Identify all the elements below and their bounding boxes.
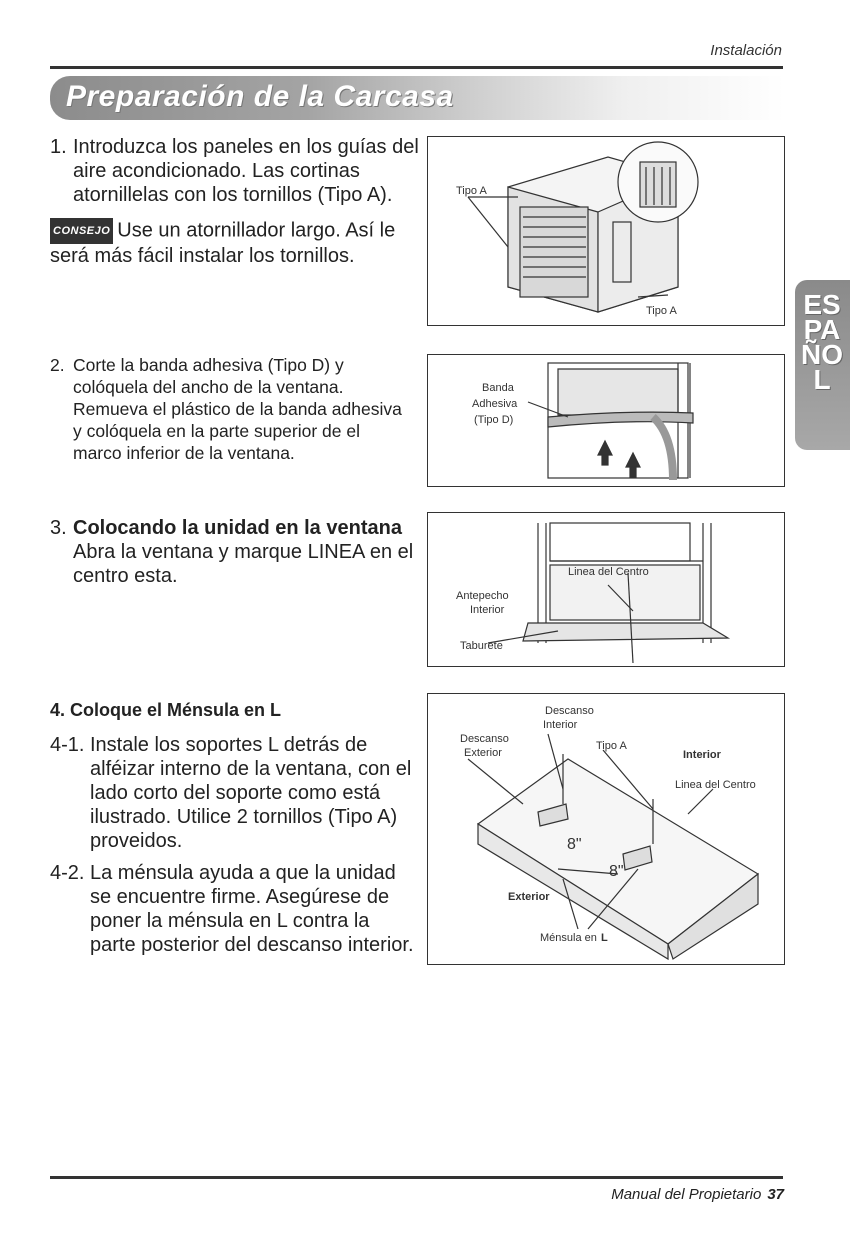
label-descanso-int-2: Interior: [543, 719, 578, 731]
label-descanso-ext-2: Exterior: [464, 747, 502, 759]
step-4-1-line: lado corto del soporte como está: [90, 782, 381, 804]
step-4-2-line: La ménsula ayuda a que la unidad: [90, 862, 396, 884]
label-tipo-a-bottom: Tipo A: [646, 305, 677, 317]
label-interior: Interior: [683, 749, 721, 761]
step-2-line: y colóquela en la parte superior de el: [73, 421, 360, 441]
step-2-line: Corte la banda adhesiva (Tipo D) y: [73, 355, 344, 375]
label-interior: Interior: [470, 604, 505, 616]
label-antepecho: Antepecho: [456, 590, 509, 602]
step-4-1-line: Instale los soportes L detrás de: [90, 734, 368, 756]
tip-badge: CONSEJO: [50, 218, 113, 244]
label-descanso-int-1: Descanso: [545, 705, 594, 717]
page-number: 37: [767, 1186, 784, 1203]
step-1-text: [73, 135, 423, 207]
tip-text: [50, 218, 420, 268]
step-3-line: centro esta.: [73, 565, 178, 587]
step-2-line: Remueva el plástico de la banda adhesiva: [73, 399, 402, 419]
step-4-2-line: poner la ménsula en L contra la: [90, 910, 370, 932]
step-4-2-number: 4-2.: [50, 862, 85, 884]
bottom-rule: [50, 1176, 783, 1179]
label-dim-8-1: 8": [567, 836, 582, 853]
label-adhesiva: Adhesiva: [472, 398, 518, 410]
label-mensula-l: L: [601, 932, 608, 944]
page-title: Preparación de la Carcasa: [66, 80, 454, 113]
step-4-2-text: [90, 861, 425, 957]
step-3-heading: Colocando la unidad en la ventana: [73, 517, 402, 539]
top-rule: [50, 66, 783, 69]
footer-manual: Manual del Propietario: [611, 1186, 762, 1203]
label-exterior: Exterior: [508, 891, 550, 903]
label-tipo-a: Tipo A: [596, 740, 627, 752]
step-4-1-number: 4-1.: [50, 734, 85, 756]
figure-center-line: [427, 512, 785, 667]
figure-adhesive-band: [427, 354, 785, 487]
label-tipo-a-left: Tipo A: [456, 185, 487, 197]
step-2-line: marco inferior de la ventana.: [73, 443, 295, 463]
step-1-line: atornillelas con los tornillos (Tipo A).: [73, 184, 393, 206]
language-tab-label: ESPAÑOL: [801, 289, 843, 395]
step-4-1-line: proveidos.: [90, 830, 183, 852]
step-2-text: [73, 354, 423, 464]
label-dim-8-2: 8": [609, 863, 624, 880]
step-4-1-line: ilustrado. Utilice 2 tornillos (Tipo A): [90, 806, 398, 828]
step-3-text: [73, 516, 423, 588]
step-3-number: 3.: [50, 517, 67, 539]
footer: [611, 1186, 784, 1203]
step-4-1-line: alféizar interno de la ventana, con el: [90, 758, 412, 780]
step-3-line: Abra la ventana y marque LINEA en el: [73, 541, 414, 563]
figure-install-panels: [427, 136, 785, 326]
label-linea-centro: Linea del Centro: [675, 779, 756, 791]
label-linea-centro: Linea del Centro: [568, 566, 649, 578]
tip-line: será más fácil instalar los tornillos.: [50, 245, 355, 267]
label-descanso-ext-1: Descanso: [460, 733, 509, 745]
label-banda: Banda: [482, 382, 514, 394]
step-4-2-line: se encuentre firme. Asegúrese de: [90, 886, 390, 908]
step-2-number: 2.: [50, 355, 65, 375]
label-tipo-d: (Tipo D): [474, 414, 514, 426]
label-mensula: Ménsula en: [540, 932, 597, 944]
tip-line: Use un atornillador largo. Así le: [117, 219, 396, 242]
step-1-line: aire acondicionado. Las cortinas: [73, 160, 360, 182]
step-4-heading: 4. Coloque el Ménsula en L: [50, 700, 282, 720]
section-label: Instalación: [710, 42, 782, 59]
step-2-line: colóquela del ancho de la ventana.: [73, 377, 344, 397]
figure-l-bracket: [427, 693, 785, 965]
step-4-2-line: parte posterior del descanso interior.: [90, 934, 414, 956]
step-1-line: Introduzca los paneles en los guías del: [73, 136, 419, 158]
label-taburete: Taburete: [460, 640, 503, 652]
step-1-number: 1.: [50, 136, 67, 158]
step-4-1-text: [90, 733, 425, 853]
